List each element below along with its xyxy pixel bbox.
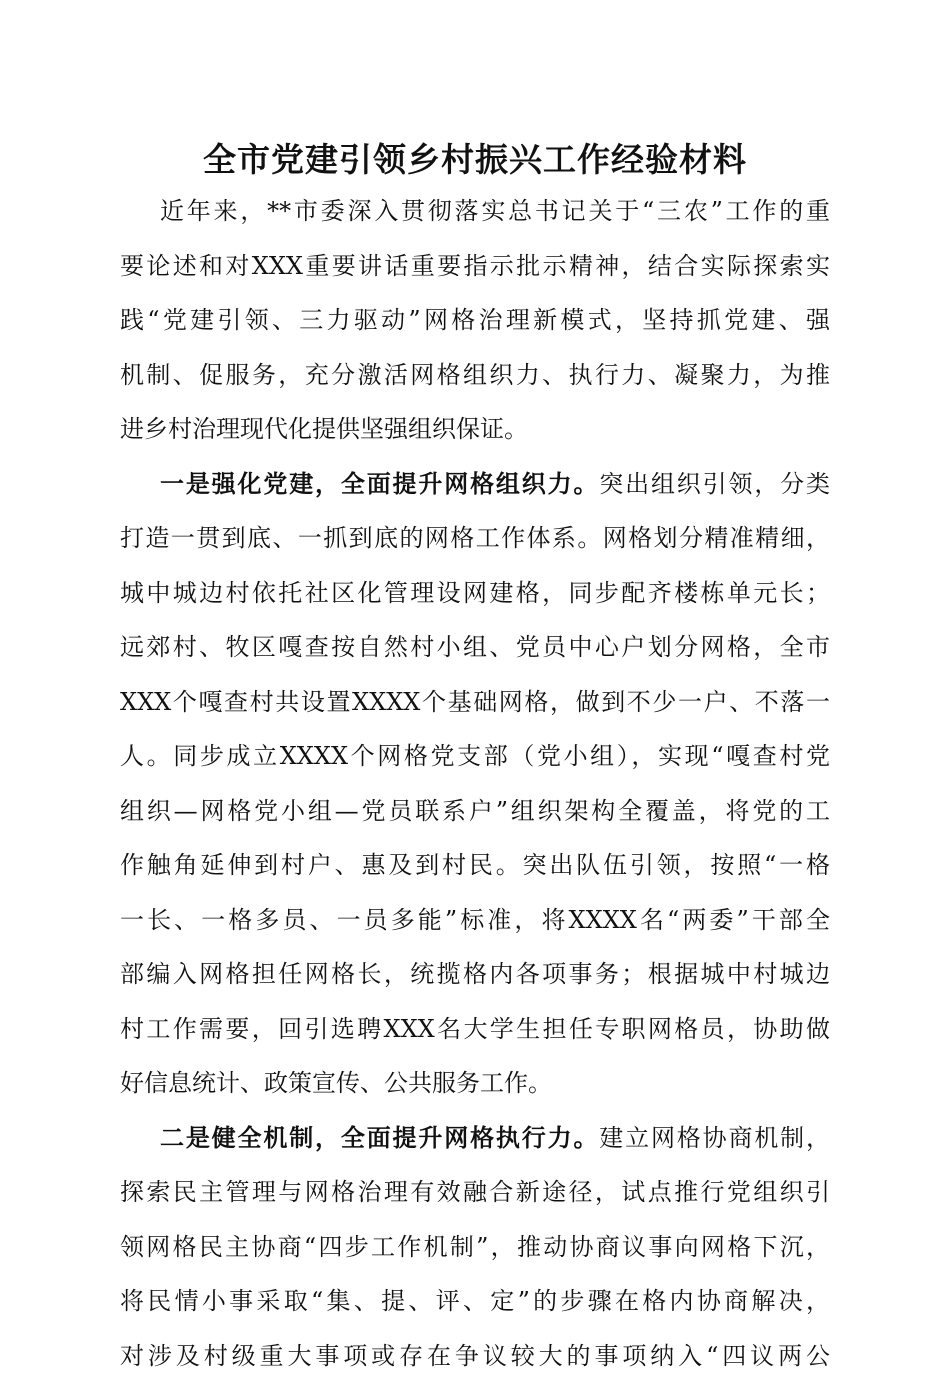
paragraph-line: 人。同步成立XXXX个网格党支部（党小组），实现“嘎查村党 <box>120 729 830 784</box>
paragraph-text: 建立网格协商机制， <box>599 1124 830 1152</box>
paragraph-line: 作触角延伸到村户、惠及到村民。突出队伍引领，按照“一格 <box>120 838 830 893</box>
paragraph-text: 突出组织引领，分类 <box>599 470 830 498</box>
paragraph-line: XXX个嘎查村共设置XXXX个基础网格，做到不少一户、不落一 <box>120 675 830 730</box>
paragraph-line: 探索民主管理与网格治理有效融合新途径，试点推行党组织引 <box>120 1165 830 1220</box>
paragraph-line: 近年来，**市委深入贯彻落实总书记关于“三农”工作的重 <box>120 184 830 239</box>
paragraph-line: 远郊村、牧区嘎查按自然村小组、党员中心户划分网格，全市 <box>120 620 830 675</box>
paragraph-line: 将民情小事采取“集、提、评、定”的步骤在格内协商解决， <box>120 1274 830 1329</box>
paragraph-section-two <box>120 1111 830 1383</box>
paragraph-line: 好信息统计、政策宣传、公共服务工作。 <box>120 1056 830 1111</box>
paragraph-line: 对涉及村级重大事项或存在争议较大的事项纳入“四议两公 <box>120 1329 830 1383</box>
paragraph-line: 村工作需要，回引选聘XXX名大学生担任专职网格员，协助做 <box>120 1002 830 1057</box>
paragraph-line <box>120 457 830 512</box>
section-heading: 一是强化党建，全面提升网格组织力。 <box>160 469 599 498</box>
paragraph-line: 要论述和对XXX重要讲话重要指示批示精神，结合实际探索实 <box>120 239 830 294</box>
paragraph-line: 部编入网格担任网格长，统揽格内各项事务；根据城中村城边 <box>120 947 830 1002</box>
document-title: 全市党建引领乡村振兴工作经验材料 <box>120 132 830 188</box>
paragraph-line: 组织—网格党小组—党员联系户”组织架构全覆盖，将党的工 <box>120 784 830 839</box>
paragraph-line: 机制、促服务，充分激活网格组织力、执行力、凝聚力，为推 <box>120 348 830 403</box>
paragraph-line: 领网格民主协商“四步工作机制”，推动协商议事向网格下沉， <box>120 1220 830 1275</box>
paragraph-line: 打造一贯到底、一抓到底的网格工作体系。网格划分精准精细， <box>120 511 830 566</box>
paragraph-line <box>120 1111 830 1166</box>
paragraph-section-one <box>120 457 830 1111</box>
paragraph-line: 城中城边村依托社区化管理设网建格，同步配齐楼栋单元长； <box>120 566 830 621</box>
section-heading: 二是健全机制，全面提升网格执行力。 <box>160 1123 599 1152</box>
paragraph-line: 践“党建引领、三力驱动”网格治理新模式，坚持抓党建、强 <box>120 293 830 348</box>
paragraph-line: 进乡村治理现代化提供坚强组织保证。 <box>120 402 830 457</box>
paragraph-line: 一长、一格多员、一员多能”标准，将XXXX名“两委”干部全 <box>120 893 830 948</box>
document-body <box>120 184 830 1383</box>
paragraph-intro <box>120 184 830 457</box>
